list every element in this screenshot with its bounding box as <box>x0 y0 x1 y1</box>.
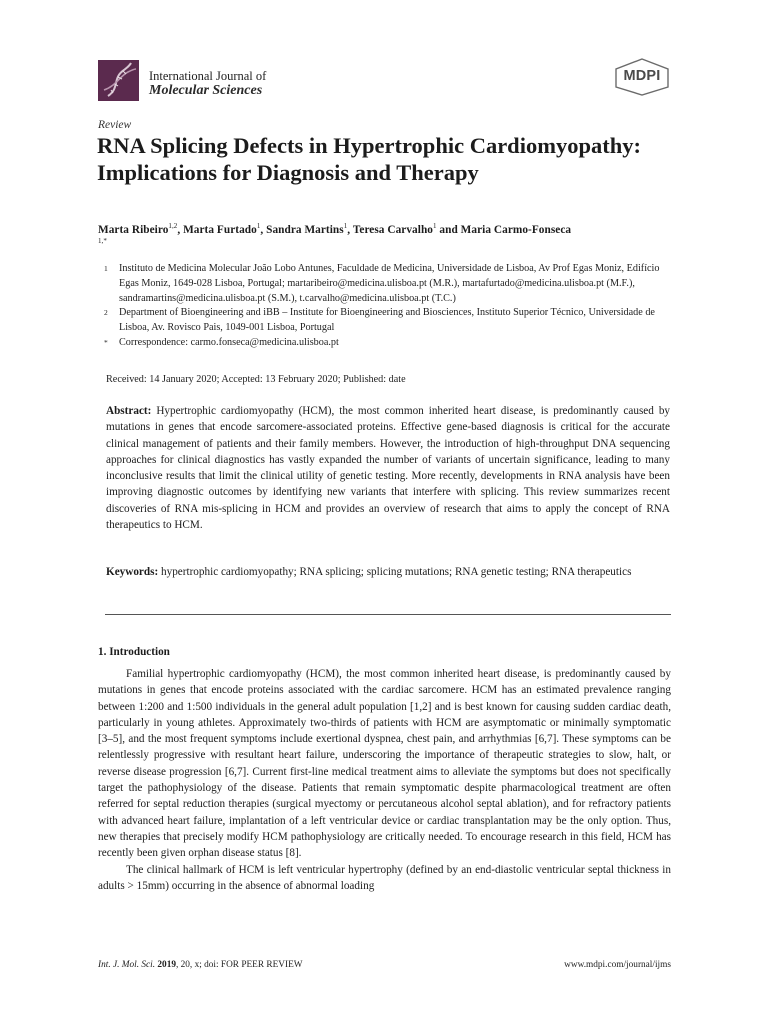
publisher-logo-text: MDPI <box>623 68 661 84</box>
keywords <box>106 564 670 580</box>
body-text <box>98 666 671 894</box>
section-heading: 1. Introduction <box>98 646 170 658</box>
author-name: Marta Furtado <box>183 224 257 236</box>
paragraph: The clinical hallmark of HCM is left ventricular hypertrophy (defined by an end-diastolic ventricular septal thickness in adults > 15mm) occurring in the absence of abnormal loading <box>98 863 671 892</box>
keywords-label: Keywords: <box>106 566 159 578</box>
footer-journal-url[interactable]: www.mdpi.com/journal/ijms <box>564 960 671 970</box>
author-separator: , <box>177 224 184 236</box>
footer-citation <box>98 960 303 970</box>
affiliation-list <box>104 262 672 351</box>
dna-helix-icon <box>98 60 139 101</box>
journal-name-line1: International Journal of <box>149 69 267 83</box>
affiliation-mark: 1 <box>104 264 108 273</box>
journal-logo <box>98 60 139 101</box>
author-affiliation-mark: 1 <box>432 222 437 231</box>
footer-year: 2019 <box>157 960 176 970</box>
footer-journal-abbrev: Int. J. Mol. Sci. <box>98 960 156 970</box>
publisher-logo <box>612 58 672 96</box>
affiliation-item <box>104 262 672 306</box>
section-divider <box>105 614 671 615</box>
footer-citation-rest: , 20, x; doi: FOR PEER REVIEW <box>175 960 303 970</box>
affiliation-text: Department of Bioengineering and iBB – Institute for Bioengineering and Biosciences, Instituto Superior Técnico, Universidade de Lisboa, Av. Rovisco Pais, 1049-001 Lisboa, Portugal <box>119 307 655 334</box>
author-separator: , <box>347 224 353 236</box>
correspondence-text: Correspondence: carmo.fonseca@medicina.ulisboa.pt <box>119 336 339 348</box>
affiliation-item <box>104 336 672 351</box>
affiliation-mark: 2 <box>104 308 108 318</box>
author-name: Maria Carmo-Fonseca <box>460 224 572 236</box>
affiliation-item <box>104 306 672 336</box>
author-separator: and <box>436 224 461 236</box>
author-name: Teresa Carvalho <box>352 224 433 236</box>
author-name: Sandra Martins <box>266 224 344 236</box>
author-name: Marta Ribeiro <box>98 224 169 236</box>
journal-name-line2: Molecular Sciences <box>149 83 263 98</box>
affiliation-mark: * <box>104 337 108 347</box>
publication-dates: Received: 14 January 2020; Accepted: 13 February 2020; Published: date <box>106 374 406 385</box>
author-list <box>98 223 668 253</box>
author-affiliation-mark: 1,2 <box>168 222 178 231</box>
article-type: Review <box>98 119 132 131</box>
paragraph: Familial hypertrophic cardiomyopathy (HCM), the most common inherited heart disease, is predominantly caused by mutations in genes that encode proteins associated with the cardiac sarcomere. HCM has an estimated prevalence ranging between 1:200 and 1:500 individuals in the general adult population [1,2] and is best known for causing sudden cardiac death, particularly in young athletes. Approximately two-thirds of patients with HCM are asymptomatic or minimally symptomatic [3–5], and the most frequent symptoms include exertional dyspnea, chest pain, and arrhythmias [6,7]. These symptoms can be relentlessly progressive with resultant heart failure, underscoring the importance of therapeutic strategies to slow, halt, or reverse disease progression [6,7]. Current first-line medical treatment aims to alleviate the symptoms but does not specifically target the pathophysiology of the disease. Patients that remain symptomatic despite pharmacological treatment are often referred for septal reduction therapies (surgical myectomy or percutaneous alcohol septal ablation), and for refractory patients with advanced heart failure, implantation of a left ventricular device or cardiac transplantation may be the only option. Thus, new therapies that precisely modify HCM pathophysiology are critically needed. To encourage research in this field, HCM has recently been given orphan disease status [8]. <box>98 668 671 860</box>
article-title: RNA Splicing Defects in Hypertrophic Cardiomyopathy: Implications for Diagnosis and Therapy <box>97 133 641 185</box>
author-separator: , <box>260 224 267 236</box>
author-affiliation-mark: 1,* <box>98 237 107 246</box>
affiliation-text: Instituto de Medicina Molecular João Lobo Antunes, Faculdade de Medicina, Universidade de Lisboa, Av Prof Egas Moniz, Edifício Egas Moniz, 1649-028 Lisboa, Portugal; martaribeiro@medicina.ulisboa.pt (M.R.), martafurtado@medicina.ulisboa.pt (M.F.), sandramartins@medicina.ulisboa.pt (S.M.), t.carvalho@medicina.ulisboa.pt (T.C.) <box>119 263 660 304</box>
author-affiliation-mark: 1 <box>256 222 261 231</box>
abstract-text: Hypertrophic cardiomyopathy (HCM), the most common inherited heart disease, is predominantly caused by mutations in genes that encode sarcomere-associated proteins. Effective gene-based diagnosis is critical for the accurate clinical management of patients and their family members. However, the introduction of high-throughput DNA sequencing approaches for clinical diagnostics has vastly expanded the number of variants of uncertain significance, leading to many inconclusive results that limit the clinical utility of genetic testing. More recently, developments in RNA analysis have been improving diagnostic outcomes by identifying new variants that interfere with splicing. This review summarizes recent discoveries of RNA mis-splicing in HCM and provides an overview of research that aims to apply the concept of RNA therapeutics to HCM. <box>106 405 671 532</box>
abstract-label: Abstract: <box>106 405 152 417</box>
abstract <box>106 403 670 533</box>
keywords-text: hypertrophic cardiomyopathy; RNA splicing; splicing mutations; RNA genetic testing; RNA therapeutics <box>161 566 632 578</box>
author-affiliation-mark: 1 <box>343 222 348 231</box>
